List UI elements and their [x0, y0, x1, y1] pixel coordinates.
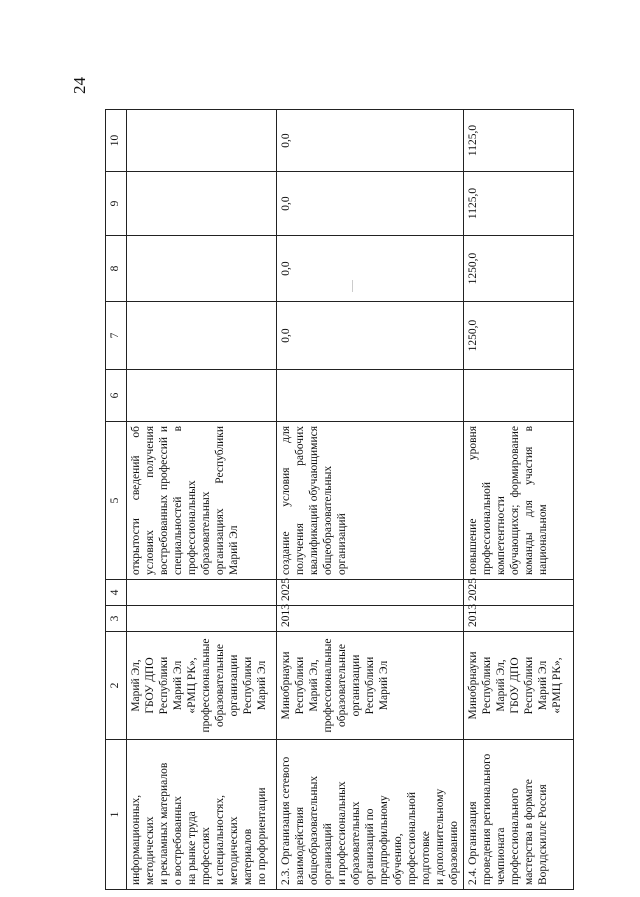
value-cell-10	[127, 110, 277, 172]
value-cell-10: 1125,0	[464, 110, 574, 172]
end-year-cell: 2025	[277, 580, 464, 606]
column-header: 10	[106, 110, 127, 172]
end-year-cell: 2025	[464, 580, 574, 606]
value-cell-8: 1250,0	[464, 236, 574, 302]
page-number: 24	[70, 77, 89, 94]
column-header: 7	[106, 302, 127, 370]
column-header: 5	[106, 422, 127, 580]
value-cell-7	[127, 302, 277, 370]
value-cell-8: 0,0	[277, 236, 464, 302]
start-year-cell: 2013	[277, 606, 464, 632]
table-row	[464, 110, 574, 890]
column-header: 8	[106, 236, 127, 302]
activity-cell: 2.4. Организация проведения регионального чемпионата профессионального мастерства в формате Ворлдскиллс Россия	[464, 740, 574, 890]
value-cell-7: 1250,0	[464, 302, 574, 370]
table-row	[277, 110, 464, 890]
end-year-cell	[127, 580, 277, 606]
value-cell-6	[127, 370, 277, 422]
start-year-cell	[127, 606, 277, 632]
value-cell-10: 0,0	[277, 110, 464, 172]
expected-result-cell: открытости сведений об условиях получения востребованных профессий и специальностей в профессиональных образовательных организациях Республики Марий Эл	[127, 422, 277, 580]
value-cell-9: 1125,0	[464, 172, 574, 236]
column-header: 2	[106, 632, 127, 740]
column-header: 9	[106, 172, 127, 236]
value-cell-6	[464, 370, 574, 422]
program-activities-table	[105, 109, 574, 890]
value-cell-9	[127, 172, 277, 236]
value-cell-6	[277, 370, 464, 422]
executor-cell: Марий Эл, ГБОУ ДПО Республики Марий Эл «РМЦ РК», профессиональные образовательные организации Республики Марий Эл	[127, 632, 277, 740]
value-cell-8	[127, 236, 277, 302]
column-header: 6	[106, 370, 127, 422]
expected-result-cell: создание условия для получения рабочих квалификаций обучающимися общеобразовательных организаций	[277, 422, 464, 580]
column-header: 1	[106, 740, 127, 890]
executor-cell: Минобрнауки Республики Марий Эл, профессиональные образовательные организации Республики Марий Эл	[277, 632, 464, 740]
executor-cell: Минобрнауки Республики Марий Эл, ГБОУ ДПО Республики Марий Эл «РМЦ РК»,	[464, 632, 574, 740]
table-header-row	[106, 110, 127, 890]
rotated-table-container	[105, 110, 605, 890]
activity-cell: информационных, методических и рекламных материалов о востребованных на рынке труда профессиях и специальностях, методических материалов по профориентации	[127, 740, 277, 890]
table-row	[127, 110, 277, 890]
value-cell-7: 0,0	[277, 302, 464, 370]
activity-cell: 2.3. Организация сетевого взаимодействия общеобразовательных организаций и профессиональных образовательных организаций по предпрофильному обучению, профессиональной подготовке и дополнительному образованию	[277, 740, 464, 890]
start-year-cell: 2013	[464, 606, 574, 632]
column-header: 3	[106, 606, 127, 632]
expected-result-cell: повышение уровня профессиональной компетентности обучающихся; формирование команды для участия в национальном	[464, 422, 574, 580]
scan-artifact	[352, 280, 353, 292]
column-header: 4	[106, 580, 127, 606]
value-cell-9: 0,0	[277, 172, 464, 236]
